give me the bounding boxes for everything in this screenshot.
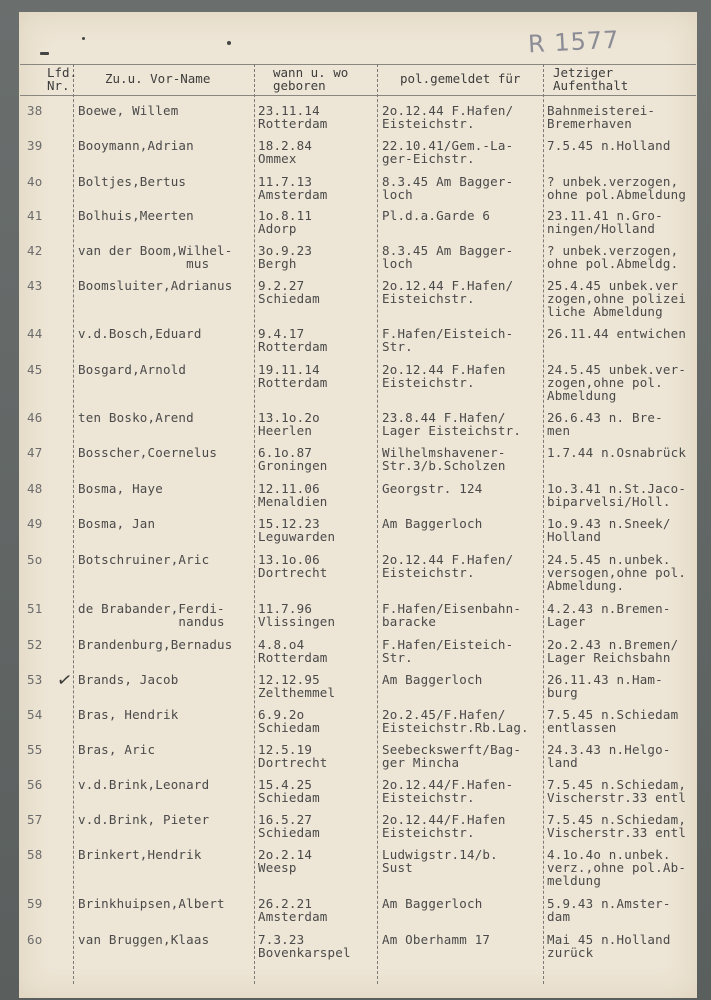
row-number: 46 (27, 410, 43, 425)
header-registered: pol.gemeldet für (400, 71, 521, 86)
birth-date-place: 13.1o.06 Dortrecht (258, 552, 328, 580)
row-number: 39 (27, 138, 43, 153)
person-name: Brinkhuipsen,Albert (78, 896, 225, 911)
paper-speck (82, 37, 85, 40)
header-current: Jetziger Aufenthalt (553, 65, 629, 93)
table-row (0, 139, 711, 179)
registered-address: Am Baggerloch (382, 672, 483, 687)
registered-address: 8.3.45 Am Bagger- loch (382, 243, 514, 271)
birth-date-place: 12.12.95 Zelthemmel (258, 672, 336, 700)
current-whereabouts: 1o.9.43 n.Sneek/ Holland (547, 516, 671, 544)
table-row (0, 897, 711, 937)
person-name: van der Boom,Wilhel- mus (78, 243, 233, 271)
birth-date-place: 9.4.17 Rotterdam (258, 326, 328, 354)
row-number: 52 (27, 637, 43, 652)
person-name: Bosgard,Arnold (78, 362, 187, 377)
registered-address: Georgstr. 124 (382, 481, 483, 496)
person-name: Booymann,Adrian (78, 138, 194, 153)
birth-date-place: 19.11.14 Rotterdam (258, 362, 328, 390)
person-name: Bosma, Jan (78, 516, 156, 531)
person-name: Brands, Jacob (78, 672, 179, 687)
person-name: v.d.Brink,Leonard (78, 777, 210, 792)
person-name: Brandenburg,Bernadus (78, 637, 233, 652)
table-row (0, 933, 711, 973)
registered-address: 2o.12.44 F.Hafen Eisteichstr. (382, 362, 506, 390)
current-whereabouts: 1.7.44 n.Osnabrück (547, 445, 687, 460)
registered-address: 2o.12.44 F.Hafen/ Eisteichstr. (382, 552, 514, 580)
person-name: Bras, Hendrik (78, 707, 179, 722)
registered-address: Am Oberhamm 17 (382, 932, 491, 947)
row-number: 57 (27, 812, 43, 827)
person-name: v.d.Brink, Pieter (78, 812, 210, 827)
person-name: Botschruiner,Aric (78, 552, 210, 567)
row-number: 54 (27, 707, 43, 722)
birth-date-place: 9.2.27 Schiedam (258, 278, 320, 306)
current-whereabouts: 1o.3.41 n.St.Jaco- biparvelsi/Holl. (547, 481, 687, 509)
current-whereabouts: Bahnmeisterei- Bremerhaven (547, 103, 656, 131)
person-name: Boomsluiter,Adrianus (78, 278, 233, 293)
current-whereabouts: 26.11.43 n.Ham- burg (547, 672, 663, 700)
person-name: Bras, Aric (78, 742, 156, 757)
person-name: Bosscher,Coernelus (78, 445, 218, 460)
person-name: de Brabander,Ferdi- nandus (78, 601, 225, 629)
row-number: 47 (27, 445, 43, 460)
birth-date-place: 1o.8.11 Adorp (258, 208, 313, 236)
birth-date-place: 16.5.27 Schiedam (258, 812, 320, 840)
birth-date-place: 15.12.23 Leguwarden (258, 516, 336, 544)
table-row (0, 602, 711, 642)
row-number: 55 (27, 742, 43, 757)
birth-date-place: 26.2.21 Amsterdam (258, 896, 328, 924)
archive-mark: R 1577 (527, 25, 621, 59)
person-name: van Bruggen,Klaas (78, 932, 210, 947)
registered-address: 2o.12.44/F.Hafen Eisteichstr. (382, 812, 506, 840)
row-number: 59 (27, 896, 43, 911)
row-number: 5o (27, 552, 43, 567)
registered-address: Am Baggerloch (382, 896, 483, 911)
registered-address: Am Baggerloch (382, 516, 483, 531)
current-whereabouts: 24.5.45 n.unbek. versogen,ohne pol. Abmeldung. (547, 552, 687, 593)
person-name: Brinkert,Hendrik (78, 847, 202, 862)
registered-address: Wilhelmshavener- Str.3/b.Scholzen (382, 445, 506, 473)
birth-date-place: 13.1o.2o Heerlen (258, 410, 320, 438)
table-row (0, 446, 711, 486)
birth-date-place: 6.1o.87 Groningen (258, 445, 328, 473)
registered-address: 2o.12.44 F.Hafen/ Eisteichstr. (382, 278, 514, 306)
row-number: 41 (27, 208, 43, 223)
current-whereabouts: 24.5.45 unbek.ver- zogen,ohne pol. Abmeldung (547, 362, 687, 403)
birth-date-place: 6.9.2o Schiedam (258, 707, 320, 735)
paper-speck (227, 41, 231, 45)
row-number: 44 (27, 326, 43, 341)
current-whereabouts: 23.11.41 n.Gro- ningen/Holland (547, 208, 663, 236)
table-row (0, 327, 711, 367)
row-number: 51 (27, 601, 43, 616)
registered-address: Ludwigstr.14/b. Sust (382, 847, 498, 875)
registered-address: F.Hafen/Eisteich- Str. (382, 326, 514, 354)
row-number: 48 (27, 481, 43, 496)
person-name: Bosma, Haye (78, 481, 163, 496)
current-whereabouts: 24.3.43 n.Helgo- land (547, 742, 671, 770)
registered-address: F.Hafen/Eisenbahn- baracke (382, 601, 522, 629)
birth-date-place: 23.11.14 Rotterdam (258, 103, 328, 131)
birth-date-place: 4.8.o4 Rotterdam (258, 637, 328, 665)
current-whereabouts: Mai 45 n.Holland zurück (547, 932, 671, 960)
birth-date-place: 3o.9.23 Bergh (258, 243, 313, 271)
current-whereabouts: ? unbek.verzogen, ohne pol.Abmeldung (547, 174, 687, 202)
current-whereabouts: 7.5.45 n.Schiedam, Vischerstr.33 entl (547, 812, 687, 840)
current-whereabouts: 7.5.45 n.Schiedam entlassen (547, 707, 679, 735)
registered-address: Pl.d.a.Garde 6 (382, 208, 491, 223)
person-name: ten Bosko,Arend (78, 410, 194, 425)
current-whereabouts: 25.4.45 unbek.ver zogen,ohne polizei liche Abmeldung (547, 278, 687, 319)
birth-date-place: 12.5.19 Dortrecht (258, 742, 328, 770)
row-number: 49 (27, 516, 43, 531)
person-name: Boewe, Willem (78, 103, 179, 118)
registered-address: F.Hafen/Eisteich- Str. (382, 637, 514, 665)
current-whereabouts: ? unbek.verzogen, ohne pol.Abmeldg. (547, 243, 679, 271)
header-nr: Lfd. Nr. (47, 65, 78, 93)
current-whereabouts: 26.6.43 n. Bre- men (547, 410, 663, 438)
row-number: 42 (27, 243, 43, 258)
header-born: wann u. wo geboren (273, 65, 349, 93)
birth-date-place: 11.7.96 Vlissingen (258, 601, 336, 629)
header-bottom-rule (20, 95, 696, 96)
person-name: Boltjes,Bertus (78, 174, 187, 189)
person-name: Bolhuis,Meerten (78, 208, 194, 223)
registered-address: 2o.12.44/F.Hafen- Eisteichstr. (382, 777, 514, 805)
current-whereabouts: 4.1o.4o n.unbek. verz.,ohne pol.Ab- meldung (547, 847, 687, 888)
person-name: v.d.Bosch,Eduard (78, 326, 202, 341)
row-number: 53 (27, 672, 43, 687)
registered-address: 8.3.45 Am Bagger- loch (382, 174, 514, 202)
row-number: 38 (27, 103, 43, 118)
row-number: 4o (27, 174, 43, 189)
birth-date-place: 11.7.13 Amsterdam (258, 174, 328, 202)
current-whereabouts: 7.5.45 n.Schiedam, Vischerstr.33 entl (547, 777, 687, 805)
table-row (0, 553, 711, 593)
registered-address: 2o.2.45/F.Hafen/ Eisteichstr.Rb.Lag. (382, 707, 529, 735)
row-number: 43 (27, 278, 43, 293)
current-whereabouts: 7.5.45 n.Holland (547, 138, 671, 153)
row-number: 56 (27, 777, 43, 792)
row-number: 6o (27, 932, 43, 947)
check-mark-icon: ✓ (55, 668, 74, 693)
table-row (0, 848, 711, 888)
row-number: 58 (27, 847, 43, 862)
registered-address: 2o.12.44 F.Hafen/ Eisteichstr. (382, 103, 514, 131)
table-row (0, 517, 711, 557)
birth-date-place: 2o.2.14 Weesp (258, 847, 313, 875)
table-row (0, 279, 711, 319)
paper-speck (40, 52, 49, 55)
registered-address: 22.10.41/Gem.-La- ger-Eichstr. (382, 138, 514, 166)
current-whereabouts: 4.2.43 n.Bremen- Lager (547, 601, 671, 629)
header-name: Zu.u. Vor-Name (105, 71, 211, 86)
registered-address: Seebeckswerft/Bag- ger Mincha (382, 742, 522, 770)
registered-address: 23.8.44 F.Hafen/ Lager Eisteichstr. (382, 410, 522, 438)
current-whereabouts: 26.11.44 entwichen (547, 326, 687, 341)
birth-date-place: 7.3.23 Bovenkarspel (258, 932, 351, 960)
row-number: 45 (27, 362, 43, 377)
birth-date-place: 12.11.06 Menaldien (258, 481, 328, 509)
current-whereabouts: 5.9.43 n.Amster- dam (547, 896, 671, 924)
table-row (0, 363, 711, 403)
birth-date-place: 18.2.84 Ommex (258, 138, 313, 166)
birth-date-place: 15.4.25 Schiedam (258, 777, 320, 805)
current-whereabouts: 2o.2.43 n.Bremen/ Lager Reichsbahn (547, 637, 679, 665)
